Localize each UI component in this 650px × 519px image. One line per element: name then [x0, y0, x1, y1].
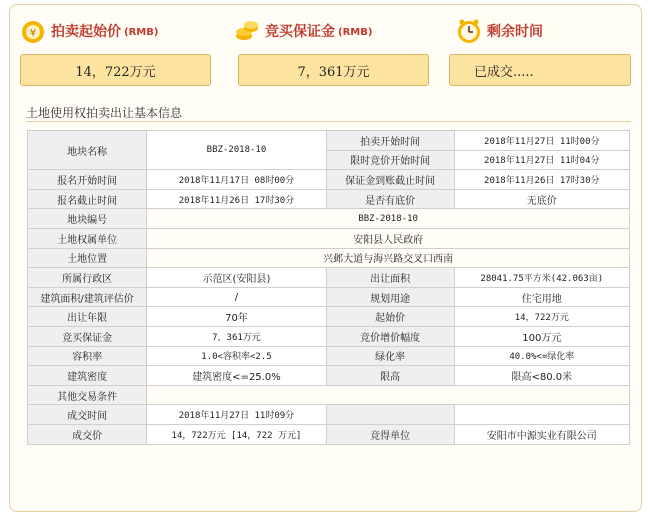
- table-row: [28, 424, 630, 444]
- row-key: [326, 405, 454, 425]
- row-value: 1.0<容积率<2.5: [147, 346, 326, 366]
- start-price-header: [20, 16, 158, 46]
- table-row: [28, 228, 630, 248]
- row-key: 建筑面积/建筑评估价: [28, 287, 147, 307]
- row-key: 土地位置: [28, 248, 147, 268]
- table-row: [28, 248, 630, 268]
- row-value: 住宅用地: [454, 287, 629, 307]
- row-key: 建筑密度: [28, 366, 147, 386]
- start-price-value: 14，722万元: [20, 54, 211, 86]
- remaining-label: 剩余时间: [487, 24, 543, 40]
- row-value: 2018年11月26日 17时30分: [454, 170, 629, 190]
- start-price-label: 拍卖起始价: [51, 24, 121, 40]
- section-divider: [26, 121, 631, 122]
- row-key: 是否有底价: [326, 189, 454, 209]
- money-bag-icon: [20, 18, 46, 44]
- row-value: 无底价: [454, 189, 629, 209]
- row-value: 建筑密度<=25.0%: [147, 366, 326, 386]
- table-row: [28, 131, 630, 151]
- row-value: 7，361万元: [147, 326, 326, 346]
- deposit-label: 竞买保证金: [265, 24, 335, 40]
- row-key: 竞得单位: [326, 424, 454, 444]
- row-value: BBZ-2018-10: [147, 131, 326, 170]
- row-value: /: [147, 287, 326, 307]
- row-key: 竞价增价幅度: [326, 326, 454, 346]
- start-price-unit: (RMB): [124, 27, 159, 38]
- row-value: 14，722万元: [454, 307, 629, 327]
- row-key: 其他交易条件: [28, 385, 147, 405]
- row-value: 40.0%<=绿化率: [454, 346, 629, 366]
- row-value: 安阳市中源实业有限公司: [454, 424, 629, 444]
- row-key: 竞买保证金: [28, 326, 147, 346]
- row-value: 28041.75平方米(42.063亩): [454, 268, 629, 288]
- row-key: 出让年限: [28, 307, 147, 327]
- row-key: 起始价: [326, 307, 454, 327]
- row-value: 限高<80.0米: [454, 366, 629, 386]
- row-key: 保证金到账截止时间: [326, 170, 454, 190]
- row-value: 2018年11月17日 08时00分: [147, 170, 326, 190]
- row-key: 地块编号: [28, 209, 147, 229]
- row-key: 成交时间: [28, 405, 147, 425]
- remaining-header: [456, 16, 543, 46]
- row-key: 成交价: [28, 424, 147, 444]
- row-key: 限时竞价开始时间: [326, 150, 454, 170]
- row-value: [147, 385, 630, 405]
- row-value: 2018年11月27日 11时09分: [147, 405, 326, 425]
- table-row: [28, 189, 630, 209]
- row-value: 100万元: [454, 326, 629, 346]
- row-key: 容积率: [28, 346, 147, 366]
- row-value: BBZ-2018-10: [147, 209, 630, 229]
- deposit-unit: (RMB): [338, 27, 373, 38]
- table-row: [28, 346, 630, 366]
- row-key: 绿化率: [326, 346, 454, 366]
- section-title: 土地使用权拍卖出让基本信息: [26, 106, 183, 120]
- land-info-table: [27, 130, 630, 445]
- row-value: 14，722万元 [14，722 万元]: [147, 424, 326, 444]
- table-row: [28, 209, 630, 229]
- row-value: 安阳县人民政府: [147, 228, 630, 248]
- row-value: 兴邺大道与海兴路交叉口西南: [147, 248, 630, 268]
- row-value: 2018年11月27日 11时00分: [454, 131, 629, 151]
- row-key: 所属行政区: [28, 268, 147, 288]
- row-key: 规划用途: [326, 287, 454, 307]
- remaining-value: 已成交.....: [449, 54, 631, 86]
- row-key: 报名开始时间: [28, 170, 147, 190]
- table-row: [28, 170, 630, 190]
- row-key: 拍卖开始时间: [326, 131, 454, 151]
- table-row: [28, 385, 630, 405]
- deposit-value: 7，361万元: [238, 54, 429, 86]
- row-key: 出让面积: [326, 268, 454, 288]
- row-key: 土地权属单位: [28, 228, 147, 248]
- table-row: [28, 366, 630, 386]
- row-value: 2018年11月26日 17时30分: [147, 189, 326, 209]
- table-row: [28, 268, 630, 288]
- row-key: 限高: [326, 366, 454, 386]
- deposit-header: [234, 16, 372, 46]
- row-value: 示范区(安阳县): [147, 268, 326, 288]
- row-value: [454, 405, 629, 425]
- row-value: 2018年11月27日 11时04分: [454, 150, 629, 170]
- svg-text:¥: ¥: [29, 28, 37, 39]
- row-key: 地块名称: [28, 131, 147, 170]
- table-row: [28, 287, 630, 307]
- clock-icon: [456, 18, 482, 44]
- table-row: [28, 326, 630, 346]
- row-key: 报名截止时间: [28, 189, 147, 209]
- row-value: 70年: [147, 307, 326, 327]
- table-row: [28, 307, 630, 327]
- table-row: [28, 405, 630, 425]
- coins-icon: [234, 18, 260, 44]
